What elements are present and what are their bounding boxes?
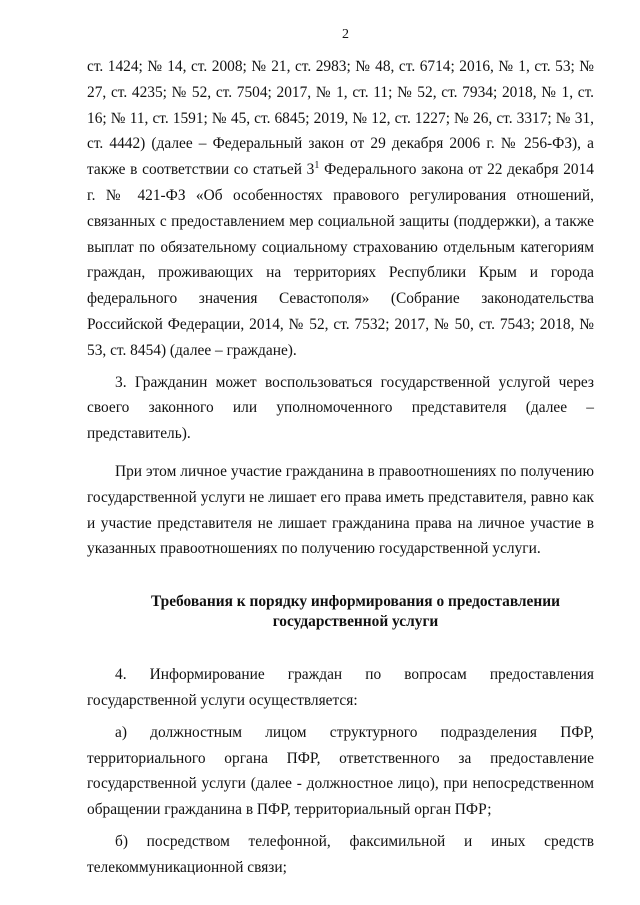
article-superscript: 1 (314, 160, 320, 172)
paragraph-3: 3. Гражданин может воспользоваться государственной услугой через своего законного или уполномоченного представителя (далее – представитель). (87, 373, 594, 443)
section-title-line-2: государственной услуги (272, 613, 439, 631)
paragraph-3-continuation: При этом личное участие гражданина в правоотношениях по получению государственной услуги не лишает его права иметь представителя, равно как и участие представителя не лишает гражданина права на личное участие в указанных правоотношениях по получению государственной услуги. (87, 462, 594, 558)
list-item-a: а) должностным лицом структурного подразделения ПФР, территориального органа ПФР, ответственного за предоставление государственной услуги (далее - должностное лицо), при непосредственном обращении гражданина в ПФР, территориальный орган ПФР; (87, 723, 594, 819)
page-number: 2 (342, 27, 349, 42)
intro-paragraph-text-continued: Федерального закона от 22 декабря 2014 г. № 421-ФЗ «Об особенностях правового регулирования отношений, связанных с предоставлением мер социальной защиты (поддержки), а также выплат по обязательному социальному страхованию отдельным категориям граждан, проживающих на территориях Республики Крым и города федерального значения Севастополя» (Собрание законодательства Российской Федерации, 2014, № 52, ст. 7532; 2017, № 50, ст. 7543; 2018, № 53, ст. 8454) (далее – граждане). (87, 161, 594, 359)
paragraph-4: 4. Информирование граждан по вопросам предоставления государственной услуги осуществляется: (87, 666, 594, 709)
intro-paragraph (87, 54, 594, 364)
section-title-line-1: Требования к порядку информирования о предоставлении (150, 593, 560, 611)
section-title (87, 592, 594, 632)
intro-paragraph-text: ст. 1424; № 14, ст. 2008; № 21, ст. 2983; № 48, ст. 6714; 2016, № 1, ст. 53; № 27, ст. 4235; № 52, ст. 7504; 2017, № 1, ст. 11; № 52, ст. 7934; 2018, № 1, ст. 16; № 11, ст. 1591; № 45, ст. 6845; 2019, № 12, ст. 1227; № 26, ст. 3317; № 31, ст. 4442) (далее – Федеральный закон от 29 декабря 2006 г. № 256-ФЗ), а также в соответствии со статьей 3 (87, 58, 594, 179)
list-item-b: б) посредством телефонной, факсимильной и иных средств телекоммуникационной связи; (87, 832, 594, 876)
